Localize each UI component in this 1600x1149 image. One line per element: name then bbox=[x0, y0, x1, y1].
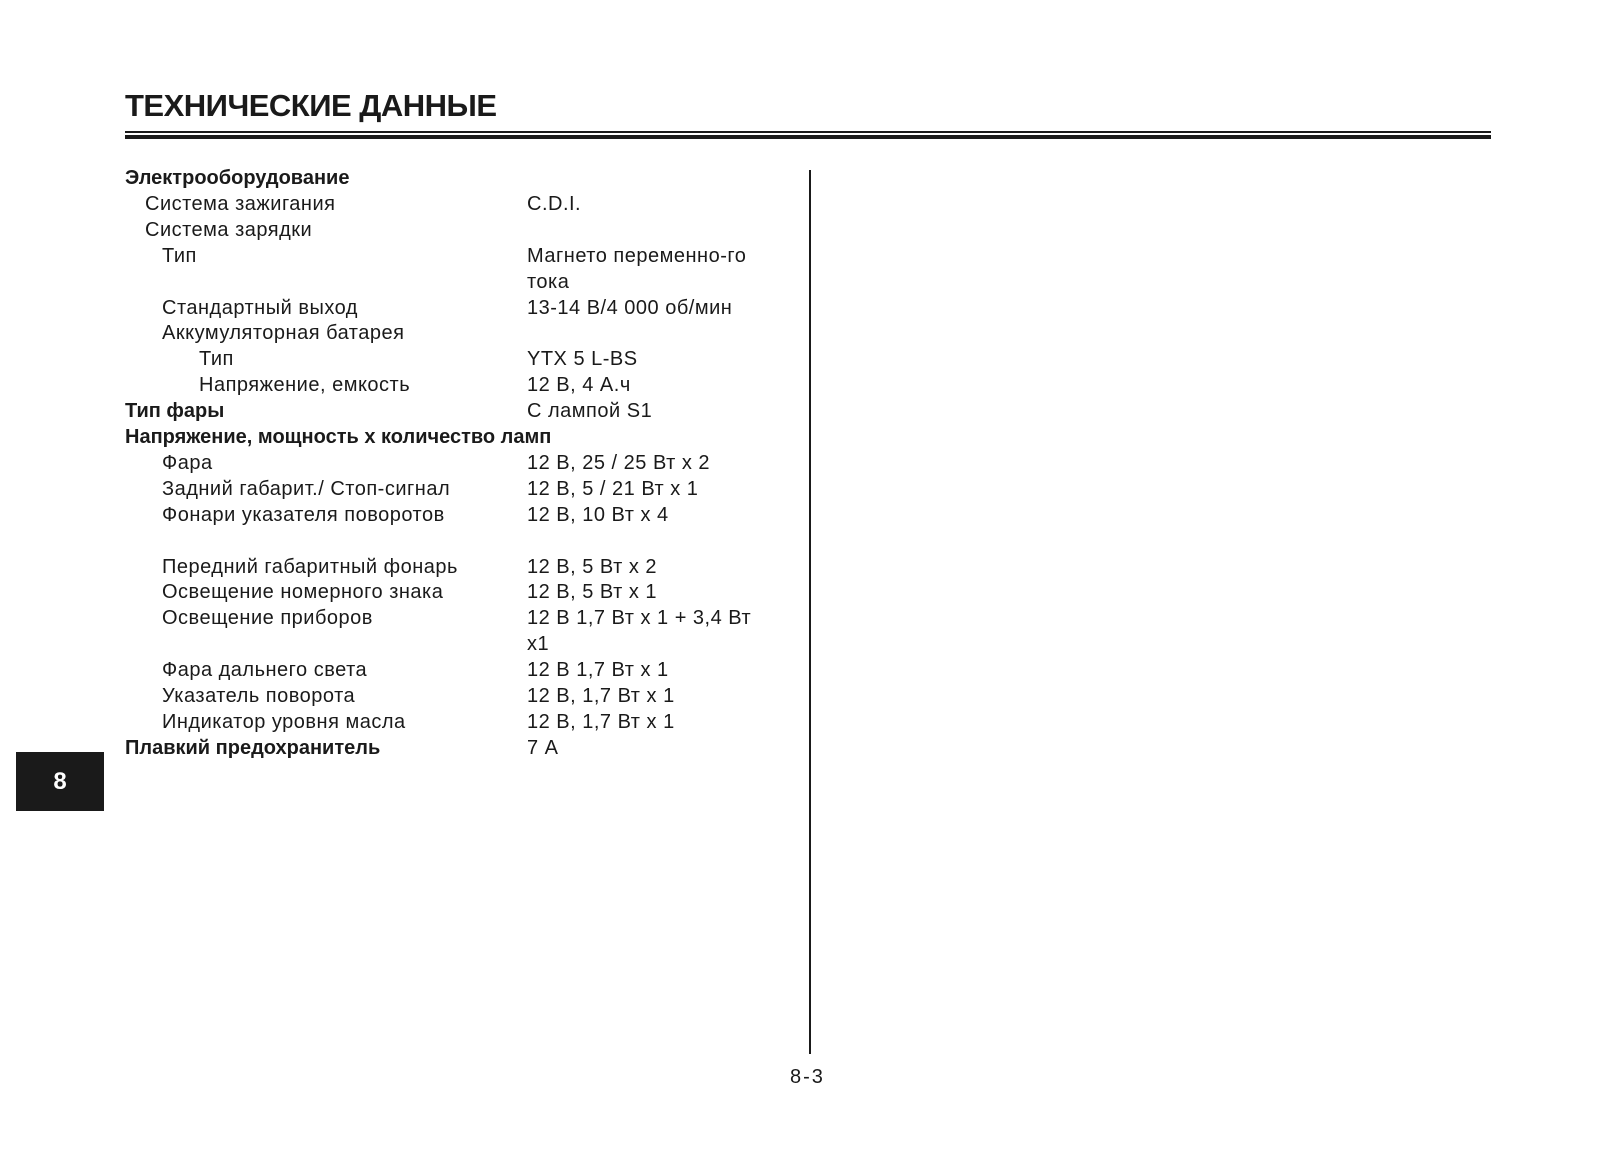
spec-label: Указатель поворота bbox=[162, 685, 356, 708]
spec-row bbox=[125, 296, 785, 322]
spec-row bbox=[125, 218, 785, 244]
page-title: ТЕХНИЧЕСКИЕ ДАННЫЕ bbox=[125, 88, 497, 123]
spec-value: C.D.I. bbox=[527, 192, 582, 215]
spec-label: Система зажигания bbox=[145, 192, 336, 215]
spec-value: 12 В, 1,7 Вт х 1 bbox=[527, 685, 675, 708]
spec-row bbox=[125, 658, 785, 684]
spec-value: 12 В, 5 / 21 Вт х 1 bbox=[527, 477, 699, 500]
spec-label: Плавкий предохранитель bbox=[125, 736, 381, 759]
spec-row bbox=[125, 555, 785, 581]
spec-label: Напряжение, мощность х количество ламп bbox=[125, 426, 552, 449]
column-divider bbox=[809, 170, 811, 1054]
spec-value: 12 В 1,7 Вт х 1 + 3,4 Вт х1 bbox=[527, 607, 752, 656]
spec-row bbox=[125, 192, 785, 218]
spec-label: Напряжение, емкость bbox=[199, 374, 411, 397]
spec-label: Аккумуляторная батарея bbox=[162, 322, 405, 345]
spec-label: Индикатор уровня масла bbox=[162, 710, 406, 733]
spec-value: 13-14 В/4 000 об/мин bbox=[527, 296, 733, 319]
spec-label: Передний габаритный фонарь bbox=[162, 555, 458, 578]
spec-row-section bbox=[125, 425, 785, 451]
page-number: 8-3 bbox=[790, 1066, 825, 1088]
title-rule-thin bbox=[125, 131, 1491, 133]
spec-row bbox=[125, 451, 785, 477]
spec-label: Освещение приборов bbox=[162, 607, 373, 630]
spec-label: Освещение номерного знака bbox=[162, 581, 444, 604]
spec-row bbox=[125, 244, 785, 296]
spec-table bbox=[125, 166, 785, 762]
spec-label: Электрооборудование bbox=[125, 167, 350, 189]
spec-row bbox=[125, 321, 785, 347]
chapter-tab bbox=[16, 752, 104, 811]
spec-label: Система зарядки bbox=[145, 218, 313, 241]
spec-row bbox=[125, 580, 785, 606]
spec-row-section bbox=[125, 166, 785, 192]
spec-row-section bbox=[125, 399, 785, 425]
spec-value: 12 В, 10 Вт х 4 bbox=[527, 503, 669, 526]
spec-value: 7 А bbox=[527, 736, 559, 759]
spec-label: Стандартный выход bbox=[162, 296, 358, 319]
spec-label: Фара дальнего света bbox=[162, 659, 368, 682]
spec-label: Тип bbox=[162, 244, 197, 267]
spec-label: Фара bbox=[162, 451, 213, 474]
spec-value: 12 В, 5 Вт х 1 bbox=[527, 581, 658, 604]
spec-row bbox=[125, 477, 785, 503]
spec-value: 12 В, 4 А.ч bbox=[527, 374, 631, 397]
spec-value: Магнето переменно-го тока bbox=[527, 244, 747, 293]
spec-value: С лампой S1 bbox=[527, 400, 653, 423]
spec-value: 12 В, 5 Вт х 2 bbox=[527, 555, 658, 578]
spacer-row bbox=[125, 529, 785, 555]
spec-row bbox=[125, 503, 785, 529]
title-rule-thick bbox=[125, 135, 1491, 139]
spec-row-section bbox=[125, 736, 785, 762]
spec-value: YTX 5 L-BS bbox=[527, 348, 638, 371]
spec-row bbox=[125, 710, 785, 736]
spec-value: 12 В, 25 / 25 Вт х 2 bbox=[527, 451, 711, 474]
spec-label: Тип bbox=[199, 348, 234, 371]
spec-row bbox=[125, 606, 785, 658]
spec-label: Фонари указателя поворотов bbox=[162, 503, 445, 526]
spec-row bbox=[125, 347, 785, 373]
spec-label: Задний габарит./ Стоп-сигнал bbox=[162, 477, 451, 500]
spec-value: 12 В 1,7 Вт х 1 bbox=[527, 659, 669, 682]
spec-row bbox=[125, 373, 785, 399]
spec-label: Тип фары bbox=[125, 400, 225, 423]
spec-value: 12 В, 1,7 Вт х 1 bbox=[527, 710, 675, 733]
spec-row bbox=[125, 684, 785, 710]
chapter-tab-label: 8 bbox=[53, 767, 67, 795]
